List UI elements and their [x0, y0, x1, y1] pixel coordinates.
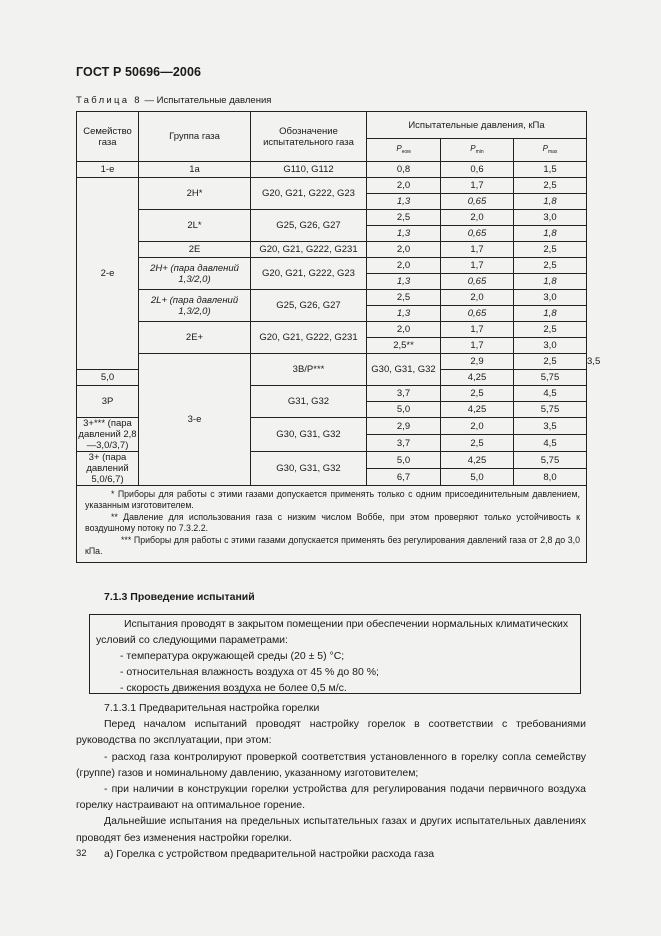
p-min-cell: 1,7	[441, 338, 514, 354]
gas-designation-cell: G20, G21, G222, G23	[251, 178, 367, 210]
p-nom-cell: 2,0	[367, 178, 441, 194]
gas-designation-cell: G30, G31, G32	[367, 354, 441, 386]
gas-group-cell: 2Е+	[139, 322, 251, 354]
paragraph: Перед началом испытаний проводят настройку горелок в соответствии с требованиями руководства по эксплуатации, при этом:	[76, 718, 586, 747]
p-max-cell: 3,5	[514, 418, 587, 435]
p-nom-cell: 2,0	[367, 242, 441, 258]
gas-designation-cell: G25, G26, G27	[251, 290, 367, 322]
p-min-cell: 2,5	[514, 354, 587, 370]
p-nom-cell: 2,5	[367, 210, 441, 226]
p-max-cell: 3,0	[514, 338, 587, 354]
p-nom-cell: 3,7	[367, 386, 441, 402]
gas-group-cell: 2Е	[139, 242, 251, 258]
p-nom-cell: 2,9	[441, 354, 514, 370]
header-gas-designation: Обозначение испытательного газа	[251, 112, 367, 162]
table-row	[77, 178, 587, 194]
condition-temperature: - температура окружающей среды (20 ± 5) °С;	[120, 650, 345, 662]
p-max-cell: 1,8	[514, 274, 587, 290]
gas-group-cell: 1а	[139, 162, 251, 178]
test-conditions-intro: Испытания проводят в закрытом помещении при обеспечении нормальных климатических условий со следующими параметрами:	[96, 618, 569, 646]
p-max-cell: 5,75	[514, 370, 587, 386]
p-min-cell: 2,0	[441, 210, 514, 226]
gas-designation-cell: G31, G32	[251, 386, 367, 418]
table-caption	[76, 95, 271, 106]
subsection-heading: 7.1.3.1 Предварительная настройка горелки	[104, 702, 320, 714]
p-min-cell: 2,0	[441, 290, 514, 306]
gas-group-cell: 2Н*	[139, 178, 251, 210]
paragraph: - при наличии в конструкции горелки устройства для регулирования подачи первичного воздуха горелку настраивают на оптимальное горение.	[76, 783, 586, 812]
p-min-cell: 5,0	[441, 469, 514, 486]
p-nom-cell: 3,7	[367, 435, 441, 452]
table-row	[77, 322, 587, 338]
p-min-cell: 2,5	[441, 386, 514, 402]
p-nom-cell: 2,5	[367, 290, 441, 306]
p-min-cell: 4,25	[441, 402, 514, 418]
gas-group-cell: 3Р	[77, 386, 139, 418]
condition-air-speed: - скорость движения воздуха не более 0,5 м/с.	[120, 682, 347, 694]
p-min-cell: 2,0	[441, 418, 514, 435]
table-footnotes-row	[77, 486, 587, 563]
section-number: 7.1.3	[104, 591, 128, 603]
p-min-cell: 2,5	[441, 435, 514, 452]
p-nom-cell: 5,0	[367, 452, 441, 469]
test-pressure-table	[76, 111, 601, 563]
p-nom-cell: 2,0	[367, 322, 441, 338]
section-title: Проведение испытаний	[130, 591, 255, 603]
gas-group-cell: 2L+ (пара давлений 1,3/2,0)	[139, 290, 251, 322]
p-nom-cell: 2,5**	[367, 338, 441, 354]
p-max-cell: 2,5	[514, 178, 587, 194]
p-nom-cell: 1,3	[367, 306, 441, 322]
gas-family-cell: 1-е	[77, 162, 139, 178]
table-footnotes	[77, 486, 587, 563]
p-nom-cell: 1,3	[367, 274, 441, 290]
p-min-cell: 1,7	[441, 178, 514, 194]
table-row: 3-е 3В/Р*** G30, G31, G32 2,9 2,5 3,5	[77, 354, 587, 370]
p-max-cell: 3,0	[514, 290, 587, 306]
footnote-1: * Приборы для работы с этими газами допускается применять только с одним присоединительным давлением, указанным изготовителем.	[85, 489, 581, 510]
gas-designation-cell: G30, G31, G32	[251, 418, 367, 452]
p-nom-cell: 1,3	[367, 226, 441, 242]
p-max-cell: 1,8	[514, 226, 587, 242]
header-test-pressures: Испытательные давления, кПа	[367, 112, 587, 139]
p-max-cell: 2,5	[514, 258, 587, 274]
table-row	[77, 210, 587, 226]
p-min-cell: 0,65	[441, 194, 514, 210]
table-row	[77, 242, 587, 258]
p-min-cell: 0,65	[441, 226, 514, 242]
header-p-max: $P_{max}$	[514, 139, 587, 162]
p-max-cell: 8,0	[514, 469, 587, 486]
gas-family-cell: 3-е	[139, 354, 251, 486]
footnote-2: ** Давление для использования газа с низким числом Воббе, при этом проверяют только устойчивость к воздушному потоку по 7.3.2.2.	[85, 512, 581, 533]
header-gas-family: Семейство газа	[77, 112, 139, 162]
gas-family-cell: 2-е	[77, 178, 139, 370]
p-min-cell: 0,6	[441, 162, 514, 178]
gas-group-cell: 2L*	[139, 210, 251, 242]
p-min-cell: 4,25	[441, 370, 514, 386]
paragraph: - расход газа контролируют проверкой соответствия установленного в горелку сопла семейству (группе) газов и номинальному давлению, указанному изготовителем;	[76, 750, 586, 779]
p-max-cell: 4,5	[514, 435, 587, 452]
p-nom-cell: 6,7	[367, 469, 441, 486]
p-min-cell: 4,25	[441, 452, 514, 469]
p-nom-cell: 5,0	[77, 370, 139, 386]
gas-group-cell: 2Н+ (пара давлений 1,3/2,0)	[139, 258, 251, 290]
paragraph: Дальнейшие испытания на предельных испытательных газах и других испытательных давлениях проводят без изменения настройки горелки.	[76, 815, 586, 844]
body-text	[76, 700, 586, 862]
table-row	[77, 258, 587, 274]
gas-designation-cell: G110, G112	[251, 162, 367, 178]
p-max-cell: 3,0	[514, 210, 587, 226]
gas-group-cell: 3+*** (пара давлений 2,8—3,0/3,7)	[78, 418, 137, 451]
p-min-cell: 1,7	[441, 242, 514, 258]
p-min-cell: 1,7	[441, 258, 514, 274]
document-header: ГОСТ Р 50696—2006	[76, 65, 202, 79]
p-max-cell: 4,5	[514, 386, 587, 402]
section-heading	[104, 591, 255, 603]
p-max-cell: 2,5	[514, 242, 587, 258]
p-min-cell: 0,65	[441, 306, 514, 322]
gas-group-cell: 3+ (пара давлений 5,0/6,7)	[77, 452, 139, 486]
p-max-cell: 2,5	[514, 322, 587, 338]
p-nom-cell: 1,3	[367, 194, 441, 210]
header-p-nom: $P_{ном}$	[367, 139, 441, 162]
table-caption-number: Таблица 8	[76, 95, 142, 106]
p-min-cell: 1,7	[441, 322, 514, 338]
gas-designation-cell: G30, G31, G32	[251, 452, 367, 486]
table-caption-title: — Испытательные давления	[141, 95, 272, 106]
header-p-min: $P_{min}$	[441, 139, 514, 162]
paragraph: а) Горелка с устройством предварительной настройки расхода газа	[104, 847, 435, 860]
test-conditions-box	[89, 614, 581, 694]
gas-designation-cell: G25, G26, G27	[251, 210, 367, 242]
p-max-cell: 1,5	[514, 162, 587, 178]
gas-group-cell: 3В/Р***	[251, 354, 367, 386]
header-gas-group: Группа газа	[139, 112, 251, 162]
p-max-cell: 5,75	[514, 452, 587, 469]
p-nom-cell: 2,9	[367, 418, 441, 435]
p-max-cell: 1,8	[514, 306, 587, 322]
gas-designation-cell: G20, G21, G222, G231	[251, 242, 367, 258]
p-nom-cell: 2,0	[367, 258, 441, 274]
p-min-cell: 0,65	[441, 274, 514, 290]
condition-humidity: - относительная влажность воздуха от 45 % до 80 %;	[120, 666, 379, 678]
p-nom-cell: 0,8	[367, 162, 441, 178]
table-row	[77, 290, 587, 306]
p-max-cell: 5,75	[514, 402, 587, 418]
footnote-3: *** Приборы для работы с этими газами допускается применять без регулирования давлений газа от 2,8 до 3,0 кПа.	[85, 535, 581, 556]
p-max-cell: 1,8	[514, 194, 587, 210]
gas-designation-cell: G20, G21, G222, G23	[251, 258, 367, 290]
page-number: 32	[76, 848, 87, 859]
gas-designation-cell: G20, G21, G222, G231	[251, 322, 367, 354]
table-row	[77, 162, 587, 178]
p-nom-cell: 5,0	[367, 402, 441, 418]
